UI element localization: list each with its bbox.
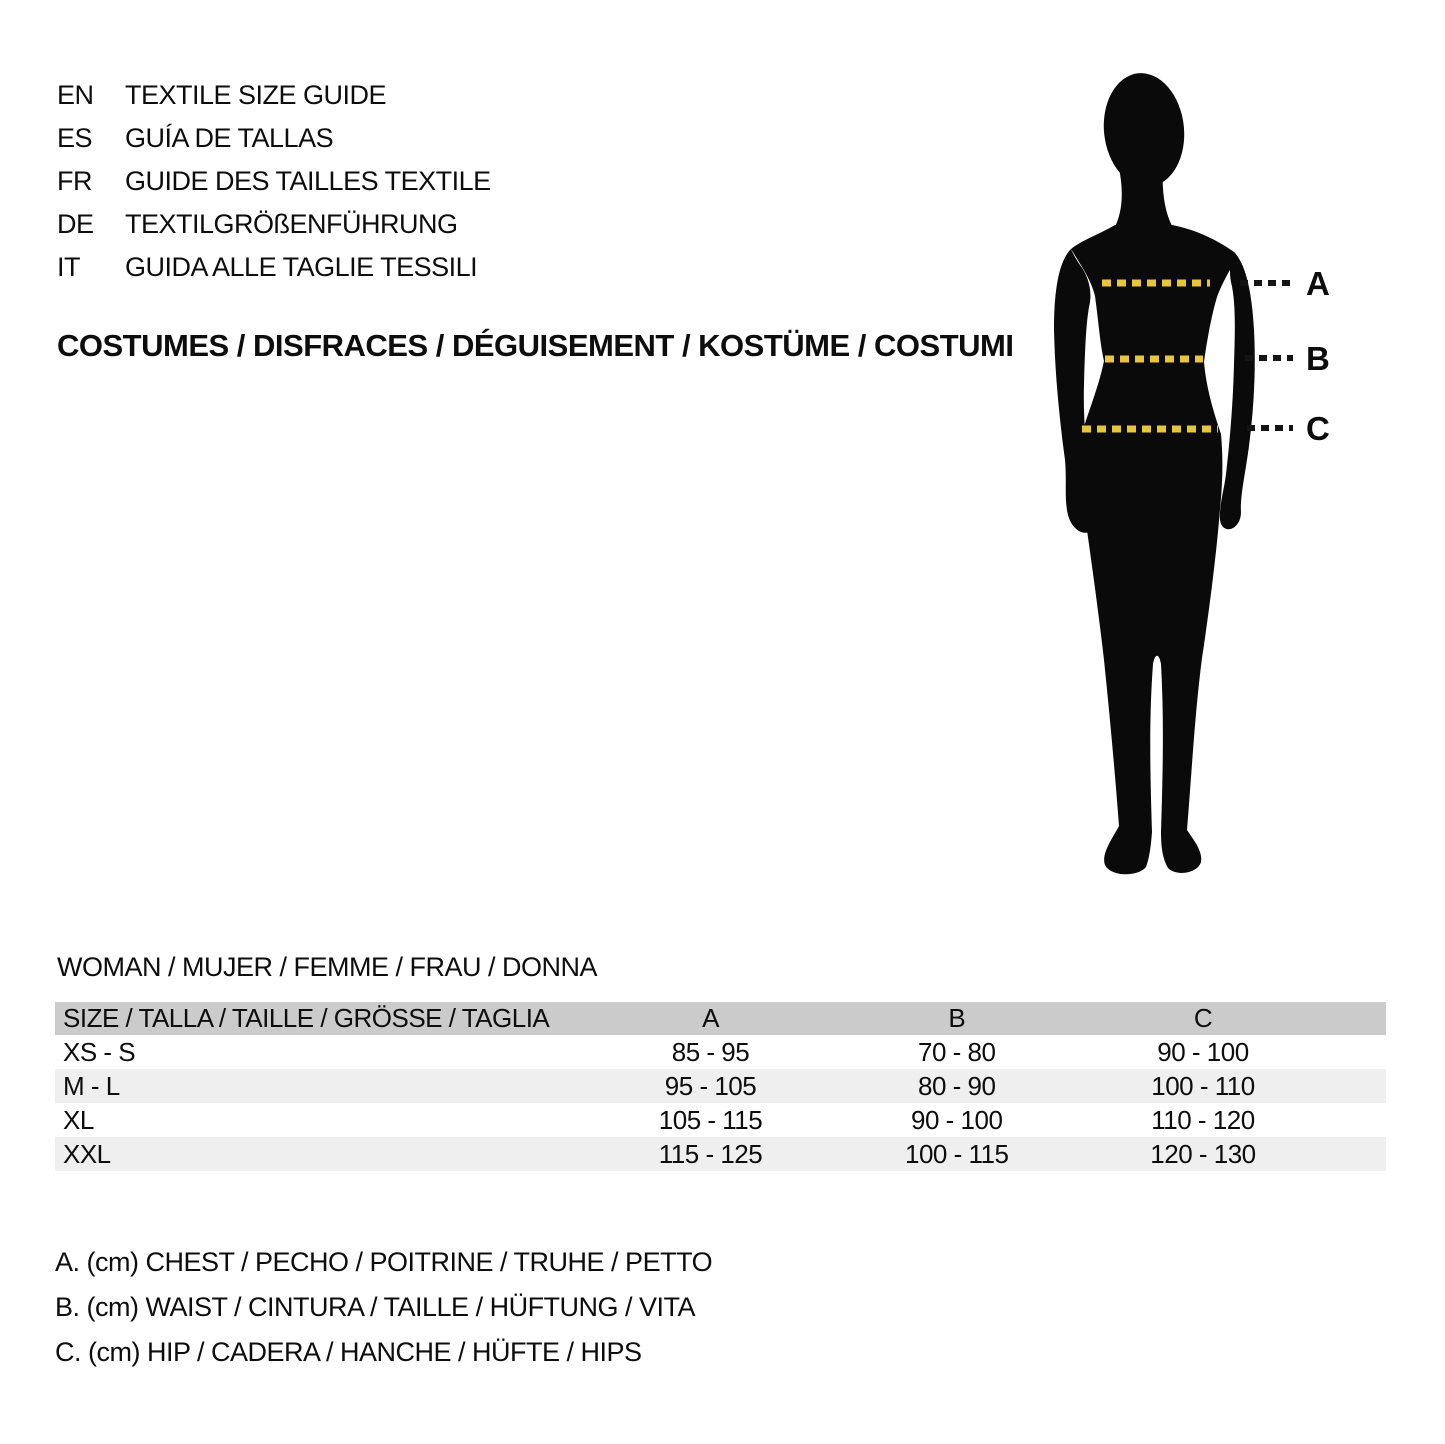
legend-line-chest: A. (cm) CHEST / PECHO / POITRINE / TRUHE / PETTO [55, 1247, 713, 1277]
lang-title: GUÍA DE TALLAS [125, 123, 334, 153]
size-column-header: SIZE / TALLA / TAILLE / GRÖSSE / TAGLIA [63, 1003, 550, 1033]
size-cell: XL [63, 1104, 94, 1135]
chest-value: 115 - 125 [658, 1138, 763, 1169]
hip-value: 110 - 120 [1151, 1104, 1255, 1135]
measurement-legend [55, 1240, 712, 1375]
hip-value: 100 - 110 [1151, 1070, 1255, 1101]
table-row-xl [55, 1103, 1386, 1137]
lang-title: TEXTILE SIZE GUIDE [125, 80, 387, 110]
section-heading-woman: WOMAN / MUJER / FEMME / FRAU / DONNA [57, 952, 597, 982]
hip-value: 90 - 100 [1157, 1036, 1249, 1067]
hip-value: 120 - 130 [1150, 1138, 1256, 1169]
silhouette-head [1098, 69, 1189, 191]
column-header-c: C [1193, 1003, 1213, 1033]
silhouette-left-arm [1054, 249, 1096, 533]
language-list [57, 74, 491, 289]
lang-title: TEXTILGRÖßENFÜHRUNG [125, 209, 458, 239]
measure-label-hip: C [1306, 410, 1330, 447]
size-table-header-row [55, 1002, 1386, 1035]
size-cell: M - L [63, 1070, 120, 1101]
table-row-xs-s [55, 1035, 1386, 1069]
legend-line-waist: B. (cm) WAIST / CINTURA / TAILLE / HÜFTUNG / VITA [55, 1292, 696, 1322]
lang-code: ES [57, 123, 93, 153]
waist-value: 100 - 115 [905, 1138, 1009, 1169]
lang-code: EN [57, 80, 94, 110]
column-header-b: B [948, 1003, 966, 1033]
lang-code: FR [57, 166, 92, 196]
lang-row-it [57, 246, 491, 289]
lang-row-es [57, 117, 491, 160]
chest-value: 95 - 105 [664, 1070, 757, 1101]
chest-value: 105 - 115 [658, 1104, 763, 1135]
measurement-figure [1040, 68, 1340, 888]
measure-label-waist: B [1306, 340, 1330, 377]
woman-silhouette-figure [1040, 68, 1340, 888]
size-cell: XS - S [63, 1036, 136, 1067]
column-header-a: A [702, 1003, 719, 1033]
table-row-m-l [55, 1069, 1386, 1103]
silhouette-right-arm [1220, 252, 1255, 529]
size-cell: XXL [63, 1138, 111, 1169]
chest-value: 85 - 95 [671, 1036, 750, 1067]
lang-row-en [57, 74, 491, 117]
waist-value: 80 - 90 [918, 1070, 996, 1101]
lang-title: GUIDE DES TAILLES TEXTILE [125, 166, 491, 196]
measure-label-chest: A [1306, 265, 1330, 302]
size-table [55, 1002, 1386, 1171]
silhouette-torso-legs [1071, 225, 1235, 874]
lang-row-de [57, 203, 491, 246]
table-row-xxl [55, 1137, 1386, 1171]
category-heading: COSTUMES / DISFRACES / DÉGUISEMENT / KOSTÜME / COSTUMI [57, 328, 1014, 363]
waist-value: 90 - 100 [911, 1104, 1003, 1135]
legend-line-hip: C. (cm) HIP / CADERA / HANCHE / HÜFTE / HIPS [55, 1337, 642, 1367]
lang-row-fr [57, 160, 491, 203]
lang-code: DE [57, 209, 94, 239]
lang-title: GUIDA ALLE TAGLIE TESSILI [125, 252, 478, 282]
waist-value: 70 - 80 [918, 1036, 996, 1067]
lang-code: IT [57, 252, 80, 282]
